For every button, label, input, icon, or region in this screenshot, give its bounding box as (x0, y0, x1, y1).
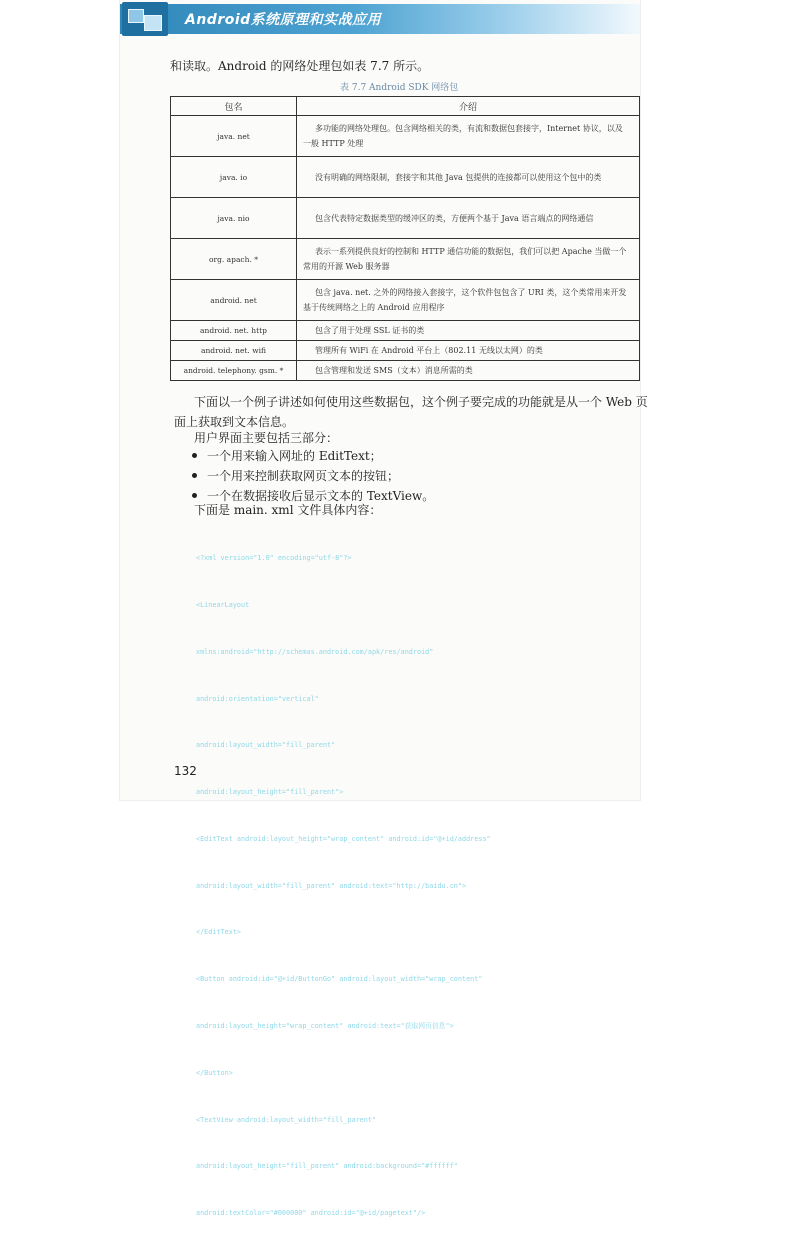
list-item-text: 一个用来控制获取网页文本的按钮； (207, 469, 400, 483)
package-description: 没有明确的网络限制，套接字和其他 Java 包提供的连接都可以使用这个包中的类 (297, 157, 640, 198)
table-row (171, 280, 640, 321)
code-line: <?xml version="1.0" encoding="utf-8"?> (196, 554, 352, 563)
xml-code-listing (196, 520, 616, 1253)
code-line: android:layout_width="fill_parent" android:text="http://baidu.cn"> (196, 881, 467, 890)
column-header-name: 包名 (171, 97, 297, 116)
table-row (171, 157, 640, 198)
ui-parts-paragraph: 用户界面主要包括三部分： (194, 431, 339, 445)
bullet-icon (192, 493, 197, 498)
package-description: 多功能的网络处理包。包含网络相关的类，有流和数据包套接字，Internet 协议，以及一般 HTTP 处理 (297, 116, 640, 157)
package-description: 包含了用于处理 SSL 证书的类 (297, 321, 640, 341)
code-line: <Button android:id="@+id/ButtonGo" android:layout_width="wrap_content" (196, 975, 483, 984)
logo-square-icon (128, 9, 144, 23)
page-number: 132 (174, 764, 197, 778)
package-description: 包含管理和发送 SMS（文本）消息所需的类 (297, 361, 640, 381)
table-caption: 表 7.7 Android SDK 网络包 (340, 83, 459, 93)
code-line: </EditText> (196, 928, 242, 937)
package-description: 管理所有 WiFi 在 Android 平台上（802.11 无线以太网）的类 (297, 341, 640, 361)
package-name: org. apach. * (171, 239, 297, 280)
code-line: <LinearLayout (196, 600, 250, 609)
package-description: 包含 java. net. 之外的网络接入套接字，这个软件包包含了 URI 类，这个类常用来开发基于传统网络之上的 Android 应用程序 (297, 280, 640, 321)
package-name: android. net. wifi (171, 341, 297, 361)
code-line: <TextView android:layout_width="fill_parent" (196, 1115, 377, 1124)
table-row (171, 321, 640, 341)
package-name: android. telephony. gsm. * (171, 361, 297, 381)
network-packages-table (170, 96, 640, 381)
package-description: 包含代表特定数据类型的缓冲区的类，方便两个基于 Java 语言端点的网络通信 (297, 198, 640, 239)
bullet-icon (192, 453, 197, 458)
code-line: <EditText android:layout_height="wrap_content" android:id="@+id/address" (196, 834, 491, 843)
package-name: java. io (171, 157, 297, 198)
header-logo-icon (122, 2, 168, 36)
column-header-desc: 介绍 (297, 97, 640, 116)
list-item-text: 一个在数据接收后显示文本的 TextView。 (207, 489, 435, 503)
logo-square-icon (144, 15, 162, 31)
example-paragraph-line1: 下面以一个例子讲述如何使用这些数据包，这个例子要完成的功能就是从一个 Web 页 (194, 395, 648, 409)
bullet-icon (192, 473, 197, 478)
code-line: xmlns:android="http://schemas.android.com/apk/res/android" (196, 647, 434, 656)
table-row (171, 198, 640, 239)
code-line: android:orientation="vertical" (196, 694, 319, 703)
code-line: android:layout_height="wrap_content" android:text="获取网页信息"> (196, 1022, 454, 1030)
table-row (171, 341, 640, 361)
list-item-text: 一个用来输入网址的 EditText； (207, 449, 382, 463)
code-line: android:layout_height="fill_parent"> (196, 788, 344, 797)
list-item (190, 466, 434, 486)
package-description: 表示一系列提供良好的控制和 HTTP 通信功能的数据包，我们可以把 Apache 当做一个常用的开源 Web 服务器 (297, 239, 640, 280)
package-name: android. net (171, 280, 297, 321)
package-name: java. net (171, 116, 297, 157)
table-row (171, 116, 640, 157)
book-title: Android系统原理和实战应用 (185, 12, 382, 28)
code-line: android:layout_height="fill_parent" android:background="#ffffff" (196, 1162, 458, 1171)
code-line: android:layout_width="fill_parent" (196, 741, 336, 750)
code-line: android:textColor="#000000" android:id="@+id/pagetext"/> (196, 1209, 426, 1218)
table-row (171, 239, 640, 280)
intro-paragraph: 和读取。Android 的网络处理包如表 7.7 所示。 (170, 59, 430, 73)
code-line: </Button> (196, 1068, 233, 1077)
table-row (171, 361, 640, 381)
example-paragraph-line2: 面上获取到文本信息。 (174, 415, 295, 429)
ui-parts-list (190, 446, 434, 506)
code-intro: 下面是 main. xml 文件具体内容： (194, 503, 382, 517)
table-header-row (171, 97, 640, 116)
list-item (190, 446, 434, 466)
package-name: android. net. http (171, 321, 297, 341)
package-name: java. nio (171, 198, 297, 239)
